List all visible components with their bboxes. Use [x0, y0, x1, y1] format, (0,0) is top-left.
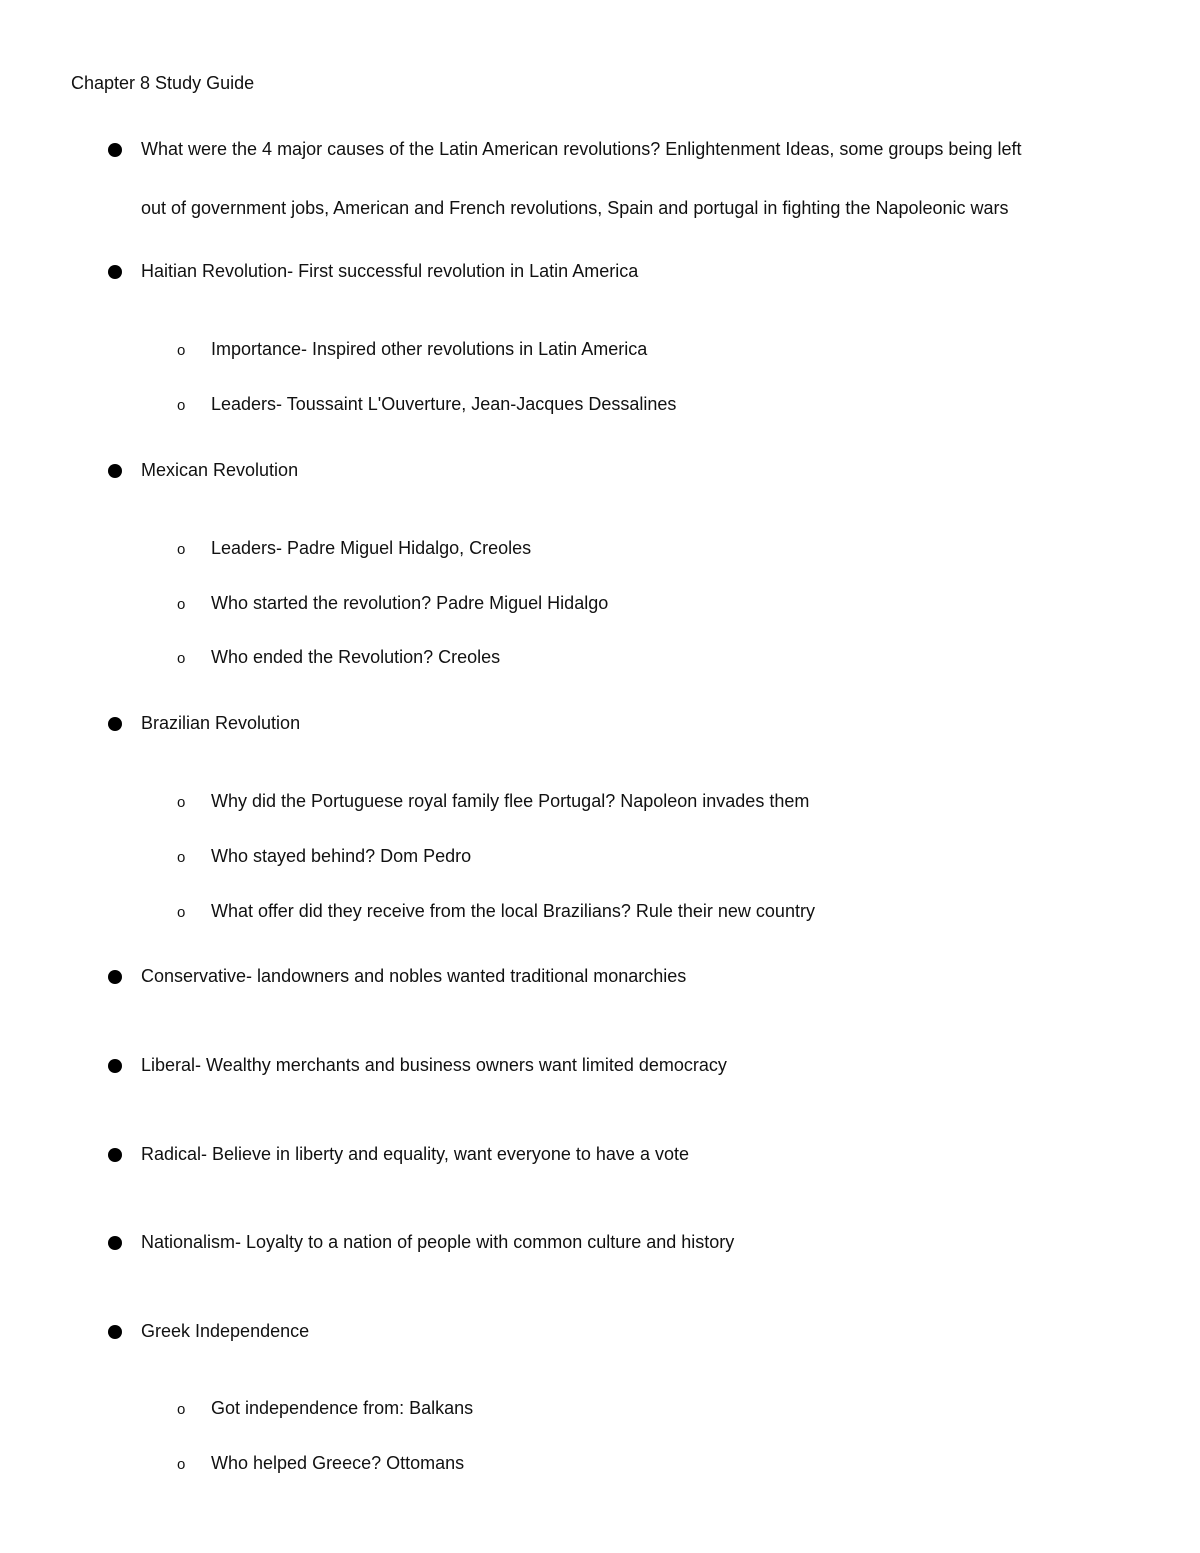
sub-bullet-icon: o	[177, 1456, 186, 1473]
sub-bullet-icon: o	[177, 650, 186, 667]
list-item: Liberal- Wealthy merchants and business owners want limited democracy	[141, 1055, 727, 1075]
sub-list-item: Who started the revolution? Padre Miguel Hidalgo	[211, 593, 609, 613]
bullet-icon	[108, 143, 122, 157]
sub-list-item: Leaders- Padre Miguel Hidalgo, Creoles	[211, 538, 532, 558]
sub-bullet-icon: o	[177, 904, 186, 921]
list-item: Radical- Believe in liberty and equality, want everyone to have a vote	[141, 1144, 689, 1164]
bullet-icon	[108, 464, 122, 478]
sub-list-item: Importance- Inspired other revolutions in Latin America	[211, 339, 648, 359]
sub-list-item: Why did the Portuguese royal family flee Portugal? Napoleon invades them	[211, 791, 810, 811]
sub-list-item: Got independence from: Balkans	[211, 1398, 474, 1418]
page-title: Chapter 8 Study Guide	[71, 73, 255, 93]
sub-list-item: Leaders- Toussaint L'Ouverture, Jean-Jacques Dessalines	[211, 394, 677, 414]
sub-bullet-icon: o	[177, 596, 186, 613]
sub-bullet-icon: o	[177, 397, 186, 414]
list-item: Nationalism- Loyalty to a nation of people with common culture and history	[141, 1232, 735, 1252]
bullet-icon	[108, 1059, 122, 1073]
bullet-icon	[108, 717, 122, 731]
bullet-icon	[108, 1236, 122, 1250]
sub-list-item: What offer did they receive from the local Brazilians? Rule their new country	[211, 901, 815, 921]
list-item: Haitian Revolution- First successful revolution in Latin America	[141, 261, 639, 281]
bullet-icon	[108, 265, 122, 279]
sub-bullet-icon: o	[177, 342, 186, 359]
sub-list-item: Who helped Greece? Ottomans	[211, 1453, 465, 1473]
list-item: Mexican Revolution	[141, 460, 299, 480]
sub-bullet-icon: o	[177, 849, 186, 866]
bullet-icon	[108, 970, 122, 984]
sub-bullet-icon: o	[177, 1401, 186, 1418]
list-item: Brazilian Revolution	[141, 713, 301, 733]
sub-bullet-icon: o	[177, 541, 186, 558]
bullet-icon	[108, 1325, 122, 1339]
sub-list-item: Who ended the Revolution? Creoles	[211, 647, 501, 667]
list-item-continuation: out of government jobs, American and French revolutions, Spain and portugal in fighting the Napoleonic wars	[141, 198, 1009, 218]
bullet-icon	[108, 1148, 122, 1162]
list-item: Conservative- landowners and nobles wanted traditional monarchies	[141, 966, 687, 986]
sub-bullet-icon: o	[177, 794, 186, 811]
list-item: What were the 4 major causes of the Latin American revolutions? Enlightenment Ideas, some groups being left	[141, 139, 1022, 159]
list-item: Greek Independence	[141, 1321, 310, 1341]
sub-list-item: Who stayed behind? Dom Pedro	[211, 846, 472, 866]
